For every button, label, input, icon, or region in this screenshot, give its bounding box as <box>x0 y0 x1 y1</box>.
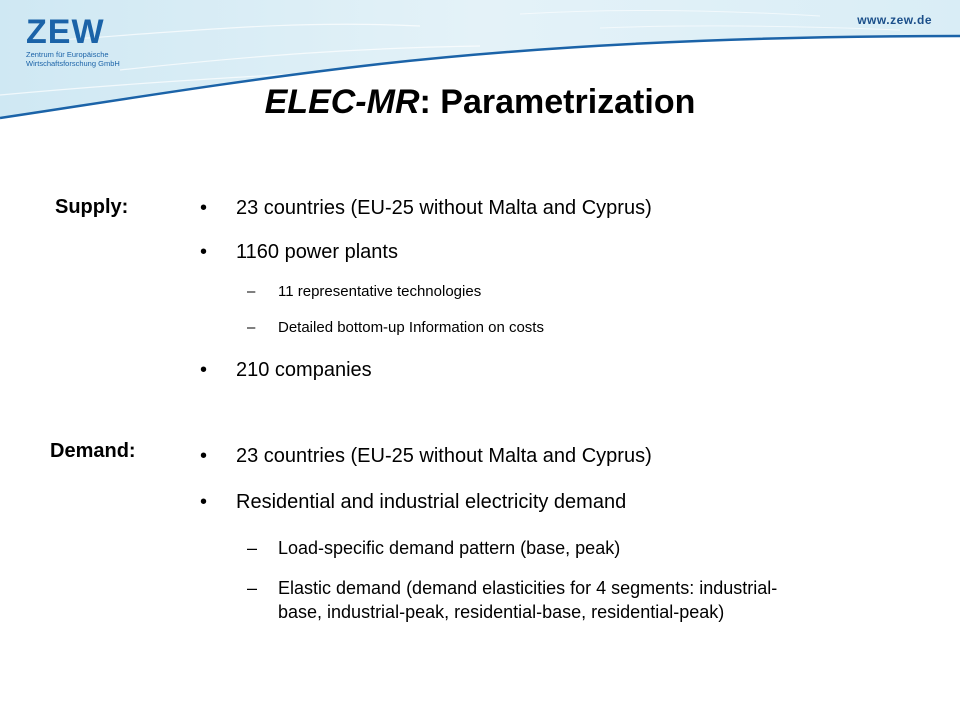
demand-subbullet-2 <box>247 576 777 624</box>
dash-marker: – <box>247 283 256 300</box>
supply-bullet-1 <box>200 196 652 220</box>
bullet-text: 23 countries (EU-25 without Malta and Cyprus) <box>236 445 652 467</box>
title-model-name: ELEC-MR <box>264 83 420 121</box>
supply-bullet-3 <box>200 358 372 382</box>
dash-marker: – <box>247 319 256 336</box>
dash-marker: – <box>247 578 258 598</box>
supply-subbullet-1 <box>247 280 481 304</box>
subbullet-text-continued: base, industrial-peak, residential-base, residential-peak) <box>278 602 725 622</box>
supply-subbullet-2 <box>247 316 544 340</box>
supply-label: Supply: <box>55 196 129 218</box>
subbullet-text: 11 representative technologies <box>278 283 482 300</box>
subbullet-text: Elastic demand (demand elasticities for 4 segments: industrial- <box>278 578 778 598</box>
subbullet-text: Detailed bottom-up Information on costs <box>278 319 544 336</box>
demand-subbullet-1 <box>247 536 620 560</box>
bullet-text: Residential and industrial electricity demand <box>236 491 627 513</box>
bullet-text: 23 countries (EU-25 without Malta and Cyprus) <box>236 197 652 219</box>
title-rest: : Parametrization <box>419 83 696 121</box>
logo-mark: ZEW <box>26 13 105 51</box>
bullet-marker: • <box>200 359 208 381</box>
demand-bullet-2 <box>200 490 626 514</box>
bullet-text: 1160 power plants <box>236 241 398 263</box>
bullet-marker: • <box>200 241 208 263</box>
supply-bullet-2 <box>200 240 398 264</box>
logo-subtitle-line-2: Wirtschaftsforschung GmbH <box>26 59 120 68</box>
dash-marker: – <box>247 538 258 558</box>
logo-subtitle-line-1: Zentrum für Europäische <box>26 50 109 59</box>
demand-bullet-1 <box>200 444 652 468</box>
page-title <box>0 80 960 124</box>
zew-logo[interactable] <box>26 14 136 68</box>
demand-label: Demand: <box>50 440 136 462</box>
bullet-text: 210 companies <box>236 359 372 381</box>
subbullet-text: Load-specific demand pattern (base, peak) <box>278 538 621 558</box>
bullet-marker: • <box>200 197 208 219</box>
bullet-marker: • <box>200 491 208 513</box>
bullet-marker: • <box>200 445 208 467</box>
website-link[interactable]: www.zew.de <box>857 13 932 27</box>
